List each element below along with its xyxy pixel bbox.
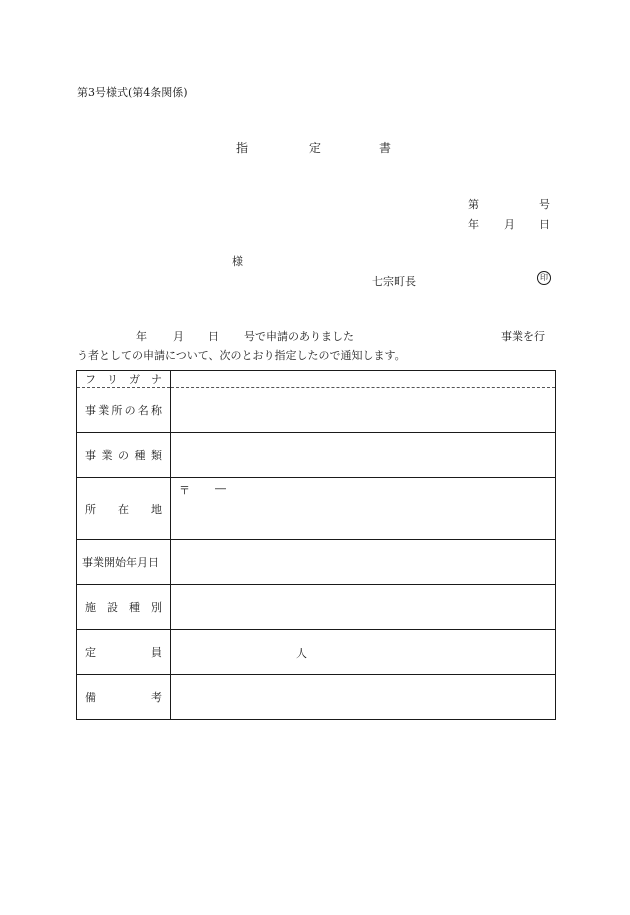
business-type-label: 事 業 の 種 類 (77, 433, 171, 478)
postal-mark: 〒 (179, 484, 190, 497)
body-month: 月 (173, 330, 184, 343)
designation-form-table (76, 370, 556, 720)
body-day: 日 (208, 330, 219, 343)
capacity-unit: 人 (296, 647, 307, 660)
title-char-1: 指 (236, 141, 249, 155)
start-date-label: 事業開始年月日 (77, 540, 171, 585)
doc-date-day: 日 (539, 218, 550, 231)
furigana-row (77, 371, 556, 388)
body-year: 年 (136, 330, 147, 343)
remarks-field[interactable] (171, 675, 556, 720)
postal-dash: ― (215, 482, 226, 495)
title-char-3: 書 (379, 141, 392, 155)
addressee-honorific: 様 (232, 255, 243, 268)
doc-date-year: 年 (468, 218, 479, 231)
facility-type-field[interactable] (171, 585, 556, 630)
capacity-row (77, 630, 556, 675)
body-application-text: 号で申請のありました (244, 330, 354, 343)
remarks-row (77, 675, 556, 720)
location-label: 所 在 地 (77, 478, 171, 540)
body-notification-text: う者としての申請について、次のとおり指定したので通知します。 (77, 349, 406, 362)
doc-number-suffix: 号 (539, 198, 550, 211)
location-field[interactable] (171, 478, 556, 540)
location-row (77, 478, 556, 540)
doc-number-prefix: 第 (468, 198, 479, 211)
form-number-label: 第3号様式(第4条関係) (77, 86, 188, 99)
business-type-row (77, 433, 556, 478)
capacity-field[interactable] (171, 630, 556, 675)
capacity-label: 定 員 (77, 630, 171, 675)
facility-type-label: 施 設 種 別 (77, 585, 171, 630)
business-name-row (77, 388, 556, 433)
start-date-row (77, 540, 556, 585)
start-date-field[interactable] (171, 540, 556, 585)
business-type-field[interactable] (171, 433, 556, 478)
seal-stamp: 印 (537, 271, 551, 285)
furigana-label: フ リ ガ ナ (77, 371, 171, 388)
business-name-field[interactable] (171, 388, 556, 433)
issuer-name: 七宗町長 (372, 275, 416, 288)
doc-date-month: 月 (504, 218, 515, 231)
business-name-label: 事 業 所 の 名 称 (77, 388, 171, 433)
furigana-field[interactable] (171, 371, 556, 388)
body-business-text: 事業を行 (501, 330, 545, 343)
title-char-2: 定 (309, 141, 322, 155)
facility-type-row (77, 585, 556, 630)
remarks-label: 備 考 (77, 675, 171, 720)
